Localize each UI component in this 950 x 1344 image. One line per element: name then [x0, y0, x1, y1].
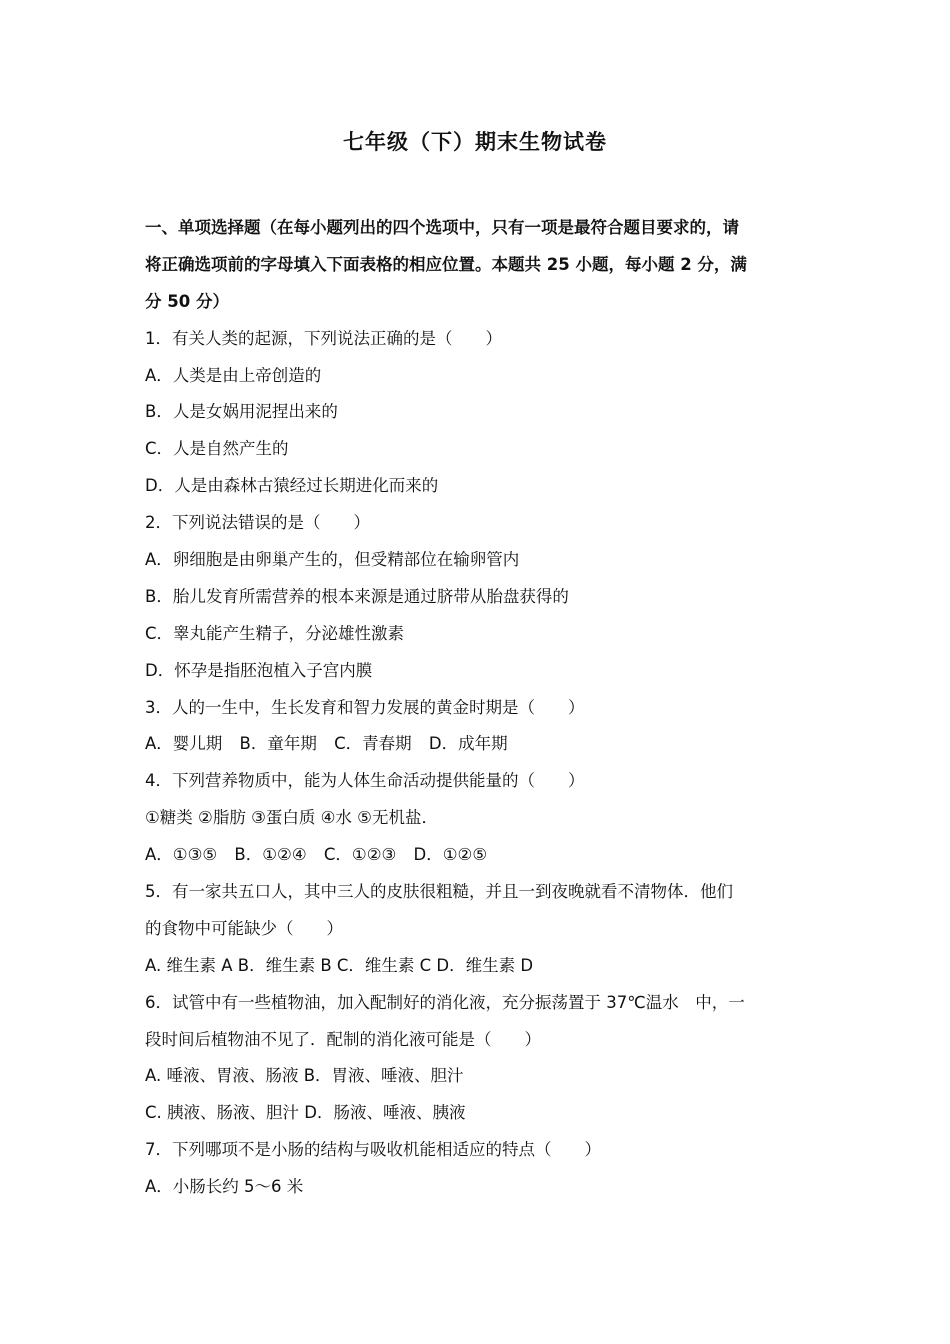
- section-heading-line: 将正确选项前的字母填入下面表格的相应位置。本题共 25 小题，每小题 2 分，满: [145, 254, 747, 274]
- option-c: C．睾丸能产生精子，分泌雄性激素: [145, 623, 405, 643]
- question-6: [145, 985, 810, 1133]
- question-stem-line: 段时间后植物油不见了．配制的消化液可能是（ ）: [145, 1029, 541, 1049]
- option-a: A．卵细胞是由卵巢产生的，但受精部位在输卵管内: [145, 550, 520, 570]
- option-b: B．童年期: [239, 734, 317, 754]
- option-a: A．婴儿期: [145, 734, 223, 754]
- question-stem-line: 5．有一家共五口人，其中三人的皮肤很粗糙，并且一到夜晚就看不清物体．他们: [145, 882, 733, 902]
- options-row: [145, 837, 810, 874]
- question-stem: 4．下列营养物质中，能为人体生命活动提供能量的（ ）: [145, 771, 585, 791]
- question-5: [145, 874, 810, 985]
- question-stem: 1．有关人类的起源，下列说法正确的是（ ）: [145, 328, 502, 348]
- options-line: C. 胰液、肠液、胆汁 D．肠液、唾液、胰液: [145, 1103, 466, 1123]
- section-heading-line: 一、单项选择题（在每小题列出的四个选项中，只有一项是最符合题目要求的，请: [145, 218, 739, 237]
- question-stem: 2．下列说法错误的是（ ）: [145, 513, 370, 533]
- options-line: A. 维生素 A B．维生素 B C．维生素 C D．维生素 D: [145, 955, 534, 975]
- question-stem-line: 6．试管中有一些植物油，加入配制好的消化液，充分振荡置于 37℃温水 中，一: [145, 992, 745, 1012]
- option-d: D．人是由森林古猿经过长期进化而来的: [145, 476, 439, 496]
- option-b: B．人是女娲用泥捏出来的: [145, 402, 338, 422]
- section-heading-line: 分 50 分）: [145, 291, 229, 311]
- option-b: B．①②④: [234, 845, 307, 865]
- option-d: D．怀孕是指胚泡植入子宫内膜: [145, 660, 373, 680]
- question-1: [145, 321, 810, 505]
- option-c: C．①②③: [323, 845, 397, 865]
- section-heading: [145, 210, 810, 321]
- options-line: A. 唾液、胃液、肠液 B．胃液、唾液、胆汁: [145, 1066, 464, 1086]
- question-4: [145, 763, 810, 874]
- question-stem: 3．人的一生中，生长发育和智力发展的黄金时期是（ ）: [145, 697, 585, 717]
- question-7: [145, 1132, 810, 1206]
- question-stem-line: 的食物中可能缺少（ ）: [145, 918, 343, 938]
- option-d: D．成年期: [428, 734, 508, 754]
- question-2: [145, 505, 810, 689]
- question-3: [145, 690, 810, 764]
- question-stem: 7．下列哪项不是小肠的结构与吸收机能相适应的特点（ ）: [145, 1140, 601, 1160]
- option-c: C．青春期: [334, 734, 412, 754]
- exam-content: [145, 210, 810, 1206]
- page-title: 七年级（下）期末生物试卷: [343, 130, 607, 154]
- options-row: [145, 726, 810, 763]
- option-a: A．小肠长约 5～6 米: [145, 1177, 304, 1197]
- option-a: A．人类是由上帝创造的: [145, 365, 322, 385]
- option-d: D．①②⑤: [413, 845, 488, 865]
- question-extra-list: ①糖类 ②脂肪 ③蛋白质 ④水 ⑤无机盐．: [145, 808, 438, 828]
- option-b: B．胎儿发育所需营养的根本来源是通过脐带从胎盘获得的: [145, 586, 569, 606]
- option-c: C．人是自然产生的: [145, 439, 289, 459]
- option-a: A．①③⑤: [145, 845, 218, 865]
